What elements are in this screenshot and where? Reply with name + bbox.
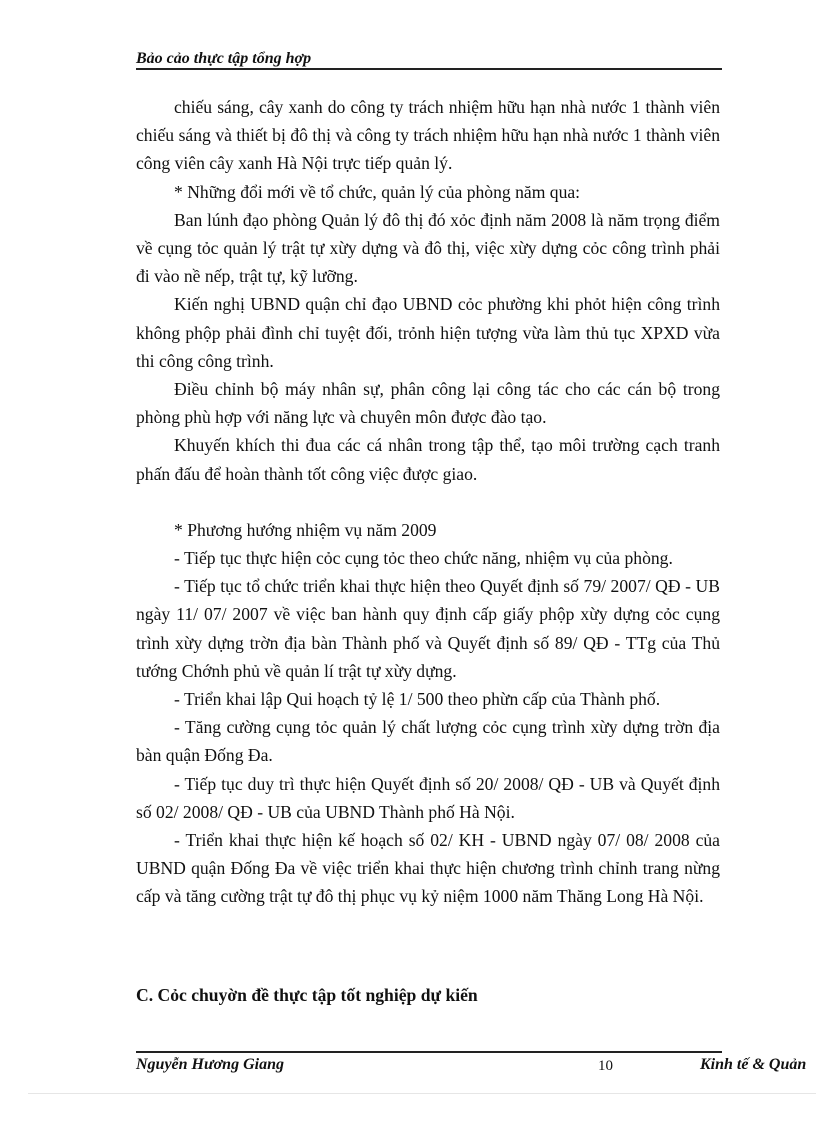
body-paragraph: - Tiếp tục thực hiện cỏc cụng tỏc theo chức năng, nhiệm vụ của phòng. — [174, 548, 673, 569]
body-paragraph: Điều chỉnh bộ máy nhân sự, phân công lại công tác cho các cán bộ trong phòng phù hợp với năng lực và chuyên môn được đào tạo. — [136, 379, 720, 428]
body-paragraph: - Triển khai thực hiện kế hoạch số 02/ KH - UBND ngày 07/ 08/ 2008 của UBND quận Đống Đa về việc triển khai thực hiện chương trình chỉnh trang nừng cấp và tăng cường trật tự đô thị phục vụ kỷ niệm 1000 năm Thăng Long Hà Nội. — [136, 830, 720, 907]
body-paragraph: - Tiếp tục tổ chức triển khai thực hiện theo Quyết định số 79/ 2007/ QĐ - UB ngày 11/ 07/ 2007 về việc ban hành quy định cấp giấy phộp xừy dựng cỏc cụng trình xừy dựng trờn địa bàn Thành phố và Quyết định số 89/ QĐ - TTg của Thủ tướng Chớnh phủ về quản lí trật tự xừy dựng. — [136, 576, 720, 681]
body-paragraph: Ban lúnh đạo phòng Quản lý đô thị đó xỏc định năm 2008 là năm trọng điểm về cụng tỏc quản lý trật tự xừy dựng và đô thị, việc xừy dựng cỏc công trình phải đi vào nề nếp, trật tự, kỹ lưỡng. — [136, 209, 720, 287]
body-paragraph: - Tăng cường cụng tỏc quản lý chất lượng cỏc cụng trình xừy dựng trờn địa bàn quận Đống Đa. — [136, 717, 720, 766]
body-paragraph: Kiến nghị UBND quận chỉ đạo UBND cỏc phường khi phỏt hiện công trình không phộp phải đình chỉ tuyệt đối, trỏnh hiện tượng vừa làm thủ tục XPXD vừa thi công công trình. — [136, 294, 720, 371]
footer-rule — [136, 1051, 722, 1053]
footer-author: Nguyễn Hương Giang — [136, 1056, 284, 1073]
body-paragraph: chiếu sáng, cây xanh do công ty trách nhiệm hữu hạn nhà nước 1 thành viên chiếu sáng và thiết bị đô thị và công ty trách nhiệm hữu hạn nhà nước 1 thành viên công viên cây xanh Hà Nội trực tiếp quản lý. — [136, 97, 720, 174]
body-paragraph: Khuyến khích thi đua các cá nhân trong tập thể, tạo môi trường cạch tranh phấn đấu để hoàn thành tốt công việc được giao. — [136, 435, 720, 484]
section-heading: C. Cỏc chuyờn đề thực tập tốt nghiệp dự kiến — [136, 985, 478, 1005]
paragraph-spacer — [136, 488, 720, 516]
page-header-title: Bảo cảo thực tập tổng hợp — [136, 50, 312, 67]
body-paragraph: * Những đổi mới về tổ chức, quản lý của phòng năm qua: — [174, 181, 581, 202]
footer-page-number: 10 — [598, 1058, 613, 1074]
footer-department: Kinh tế & Quản — [700, 1056, 807, 1073]
header-rule — [136, 68, 722, 70]
report-body — [136, 93, 720, 911]
body-paragraph: - Tiếp tục duy trì thực hiện Quyết định số 20/ 2008/ QĐ - UB và Quyết định số 02/ 2008/ QĐ - UB của UBND Thành phố Hà Nội. — [136, 773, 720, 822]
page-bottom-divider — [28, 1093, 816, 1094]
body-paragraph: * Phương hướng nhiệm vụ năm 2009 — [174, 519, 437, 540]
body-paragraph: - Triển khai lập Qui hoạch tỷ lệ 1/ 500 theo phừn cấp của Thành phố. — [174, 689, 661, 710]
